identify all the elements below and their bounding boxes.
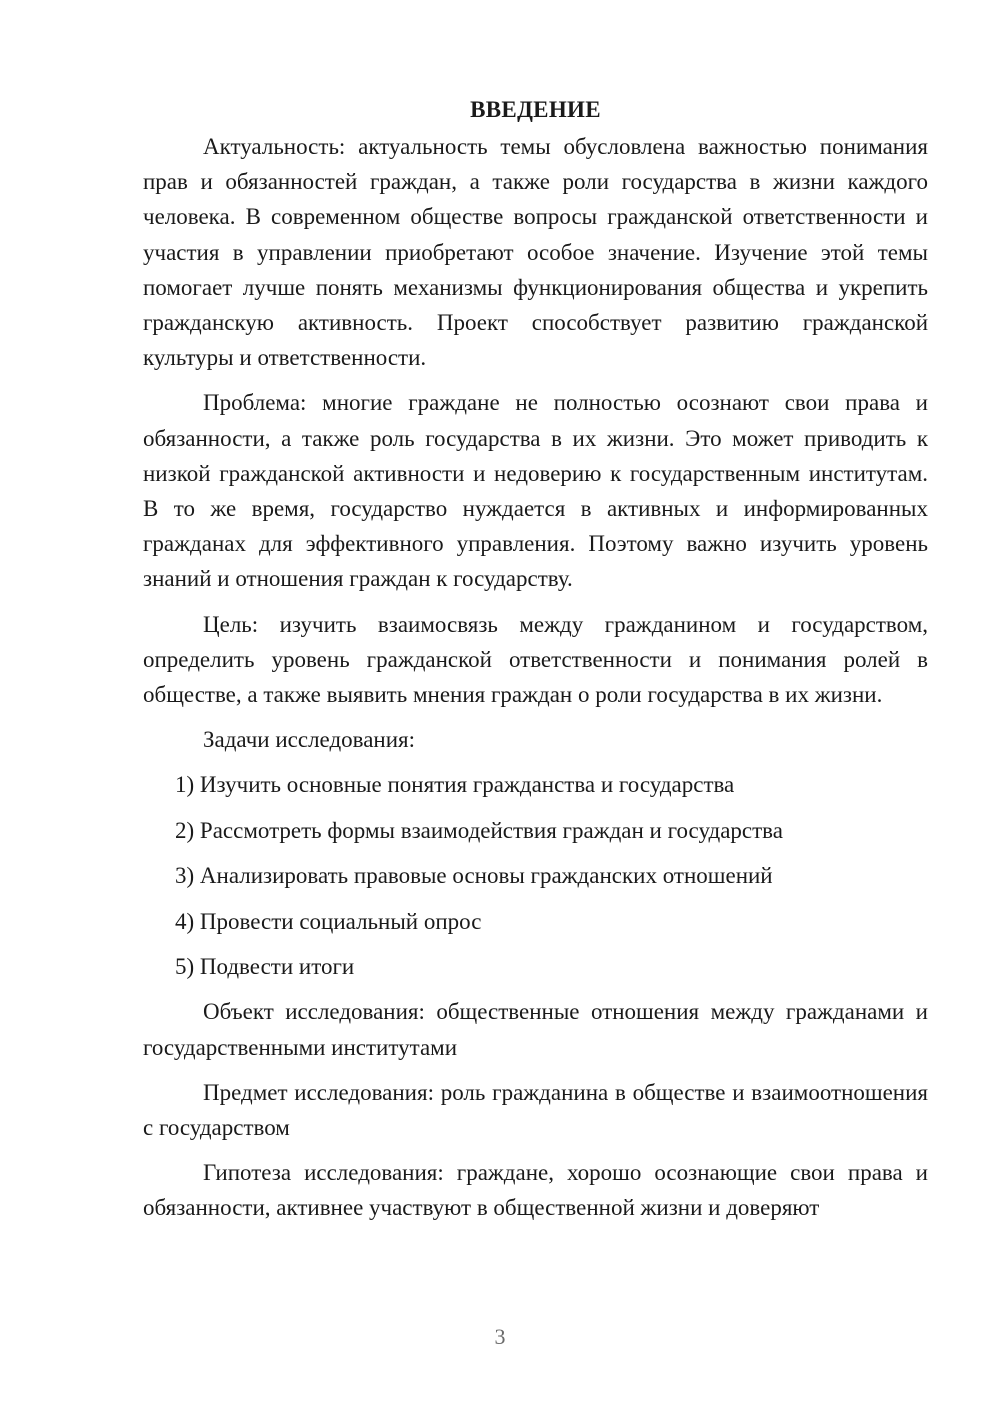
task-item-1: 1) Изучить основные понятия гражданства и государства (175, 772, 735, 798)
document-page (143, 92, 928, 1236)
task-item-2: 2) Рассмотреть формы взаимодействия граждан и государства (175, 817, 783, 843)
problem-paragraph: Проблема: многие граждане не полностью осознают свои права и обязанности, а также роль государства в их жизни. Это может приводить к низкой гражданской активности и недоверию к государственным институтам. В то же время, государство нуждается в активных и информированных гражданах для эффективного управления. Поэтому важно изучить уровень знаний и отношения граждан к государству. (143, 390, 928, 592)
relevance-paragraph: Актуальность: актуальность темы обусловлена важностью понимания прав и обязанностей граждан, а также роли государства в жизни каждого человека. В современном обществе вопросы гражданской ответственности и участия в управлении приобретают особое значение. Изучение этой темы помогает лучше понять механизмы функционирования общества и укрепить гражданскую активность. Проект способствует развитию гражданской культуры и ответственности. (143, 134, 928, 371)
task-item-5: 5) Подвести итоги (175, 954, 355, 980)
hypothesis-paragraph: Гипотеза исследования: граждане, хорошо осознающие свои права и обязанности, активнее участвуют в общественной жизни и доверяют (143, 1160, 928, 1221)
task-item-4: 4) Провести социальный опрос (175, 908, 482, 934)
page-number: 3 (494, 1324, 506, 1349)
subject-paragraph: Предмет исследования: роль гражданина в обществе и взаимоотношения с государством (143, 1079, 928, 1141)
tasks-list (143, 767, 928, 984)
goal-paragraph: Цель: изучить взаимосвязь между гражданином и государством, определить уровень гражданской ответственности и понимания ролей в обществе, а также выявить мнения граждан о роли государства в их жизни. (143, 611, 928, 708)
tasks-heading: Задачи исследования: (203, 727, 416, 753)
document-title: ВВЕДЕНИЕ (470, 97, 601, 122)
task-item-3: 3) Анализировать правовые основы гражданских отношений (175, 863, 773, 889)
object-paragraph: Объект исследования: общественные отношения между гражданами и государственными институтами (143, 999, 928, 1060)
